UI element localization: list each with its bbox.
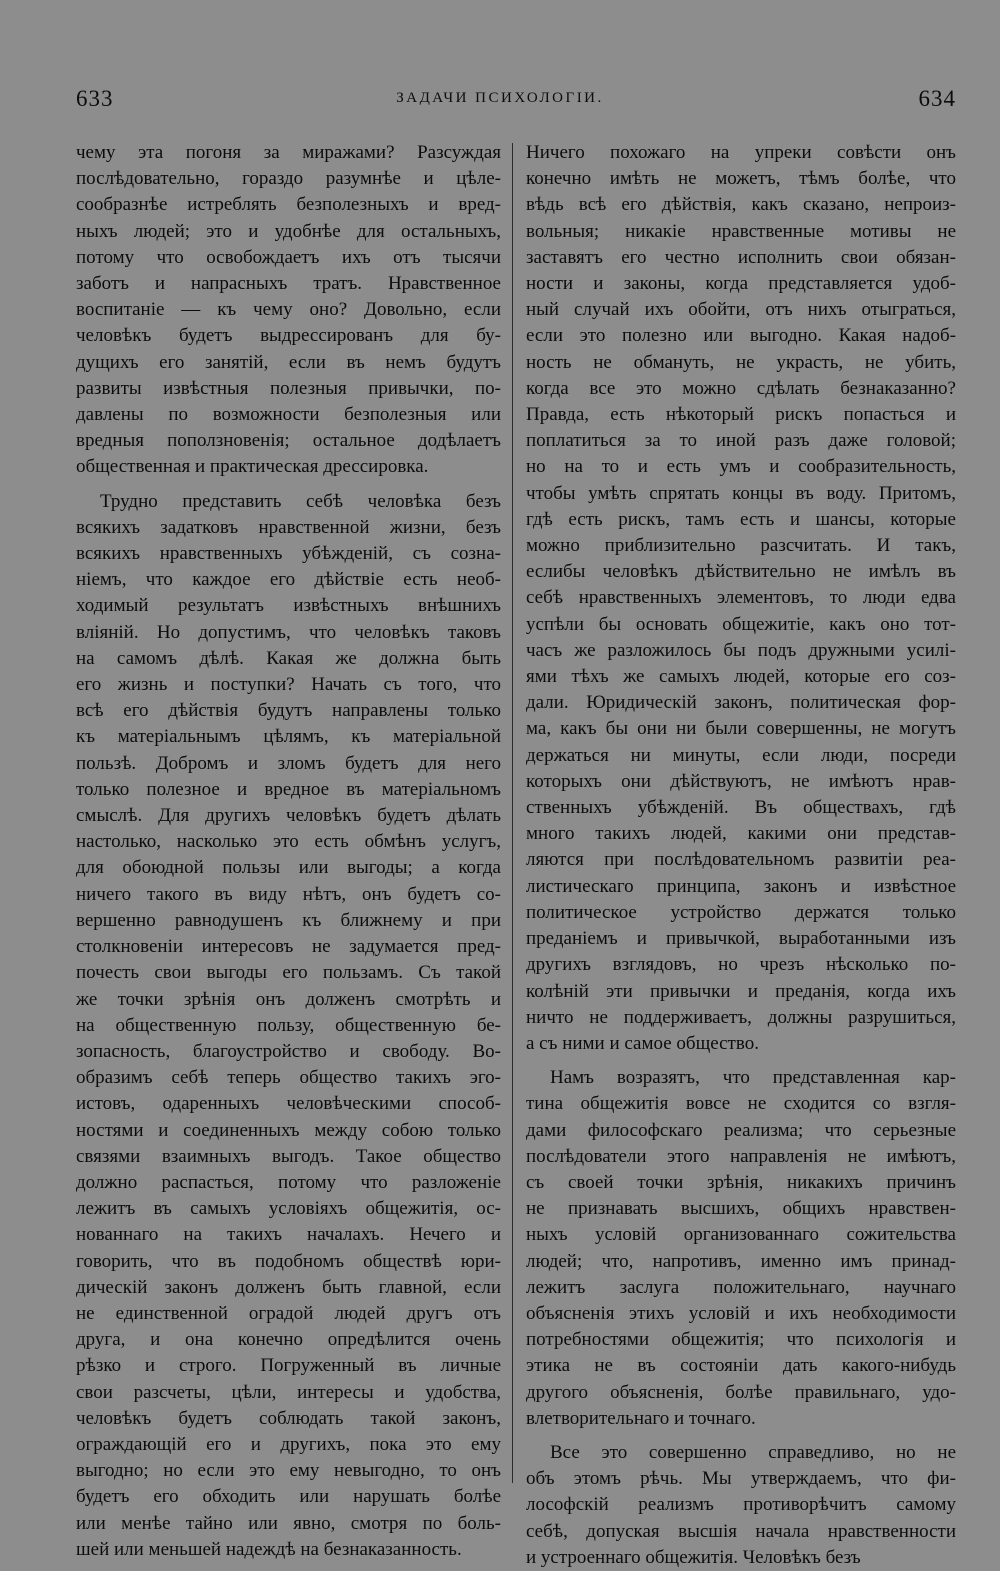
text-line: ственныхъ убѣжденій. Въ обществахъ, гдѣ — [526, 797, 956, 819]
text-line: настолько, насколько это есть обмѣнъ услугъ, — [76, 831, 501, 853]
text-line: ностями и соединенныхъ между собою только — [76, 1119, 501, 1141]
text-line: смыслѣ. Для другихъ человѣкъ будетъ дѣлать — [76, 805, 501, 827]
text-line: ма, какъ бы они ни были совершенны, не могутъ — [526, 718, 956, 740]
text-line: ями тѣхъ же самыхъ людей, которые его соз- — [526, 666, 956, 688]
column-divider — [512, 143, 513, 1483]
text-line: на общественную пользу, общественную бе- — [76, 1014, 501, 1036]
text-line: людей; что, напротивъ, именно имъ принад- — [526, 1250, 956, 1272]
paragraph — [76, 140, 501, 481]
text-line: почесть свои выгоды его пользамъ. Съ такой — [76, 962, 501, 984]
text-line: всякихъ нравственныхъ убѣжденій, съ созна- — [76, 543, 501, 565]
text-line: для обоюдной пользы или выгоды; а когда — [76, 857, 501, 879]
text-line: только полезное и вредное въ матеріальномъ — [76, 778, 501, 800]
text-line: развиты извѣстныя полезныя привычки, по- — [76, 377, 501, 399]
text-line: ный случай ихъ обойти, отъ нихъ отыграться, — [526, 299, 956, 321]
text-line: истовъ, одаренныхъ человѣческими способ- — [76, 1093, 501, 1115]
text-line: ность не обмануть, не украсть, не убить, — [526, 351, 956, 373]
text-line: преданіемъ и привычкой, выработанными изъ — [526, 928, 956, 950]
text-line: объ этомъ рѣчь. Мы утверждаемъ, что фи- — [526, 1468, 956, 1490]
text-line: общественная и практическая дрессировка. — [76, 456, 429, 478]
text-line: послѣдовательно, гораздо разумнѣе и цѣле- — [76, 168, 501, 190]
paragraph — [526, 140, 956, 1057]
text-line: когда все это можно сдѣлать безнаказанно? — [526, 377, 956, 399]
text-line: ограждающій его и другихъ, пока это ему — [76, 1433, 501, 1455]
text-line: поплатиться за то иной разъ даже головой; — [526, 430, 956, 452]
text-line: Ничего похожаго на упреки совѣсти онъ — [526, 142, 956, 163]
text-line: много такихъ людей, какими они представ- — [526, 823, 956, 845]
text-line: тина общежитія вовсе не сходится со взгля- — [526, 1093, 956, 1115]
text-line: которыхъ они дѣйствуютъ, не имѣютъ нрав- — [526, 770, 956, 792]
text-line: ности и законы, когда представляется удоб- — [526, 273, 956, 295]
text-line: можно приблизительно разсчитать. И такъ, — [526, 535, 956, 557]
text-line: къ матеріальнымъ цѣлямъ, къ матеріальной — [76, 726, 501, 748]
text-line: дали. Юридическій законъ, политическая фор- — [526, 692, 956, 714]
text-line: вѣдь всѣ его дѣйствія, какъ сказано, непроиз- — [526, 194, 956, 216]
text-line: ныхъ людей; это и удобнѣе для остальныхъ, — [76, 220, 501, 242]
page-number-right: 634 — [918, 86, 956, 111]
text-line: ничего такого въ виду нѣтъ, онъ будетъ со- — [76, 883, 501, 905]
text-line: нованнаго на такихъ началахъ. Нечего и — [76, 1224, 501, 1246]
text-line: а съ ними и самое общество. — [526, 1032, 759, 1054]
text-line: лежитъ заслуга положительнаго, научнаго — [526, 1276, 956, 1298]
text-line: выгодно; но если это ему невыгодно, то онъ — [76, 1460, 501, 1482]
text-line: съ своей точки зрѣнія, никакихъ причинъ — [526, 1171, 956, 1193]
text-line: политическое устройство держатся только — [526, 901, 956, 923]
text-line: влетворительнаго и точнаго. — [526, 1407, 756, 1429]
text-line: же точки зрѣнія онъ долженъ смотрѣть и — [76, 988, 501, 1010]
paragraph-gap — [526, 1057, 956, 1065]
text-line: потребностями общежитія; что психологія и — [526, 1329, 956, 1351]
text-line: лософскій реализмъ противорѣчитъ самому — [526, 1494, 956, 1516]
text-line: образимъ себѣ теперь общество такихъ эго- — [76, 1067, 501, 1089]
text-line: заставятъ его честно исполнить свои обязан- — [526, 246, 956, 268]
text-line: человѣкъ будетъ выдрессированъ для бу- — [76, 325, 501, 347]
text-line: вредныя поползновенія; остальное додѣлаетъ — [76, 430, 501, 452]
text-line: не признавать высшихъ, общихъ нравствен- — [526, 1198, 956, 1220]
text-line: должно распасться, потому что разложеніе — [76, 1171, 501, 1193]
text-line: Все это совершенно справедливо, но не — [550, 1441, 956, 1463]
text-line: еслибы человѣкъ дѣйствительно не имѣлъ въ — [526, 561, 956, 583]
text-line: себѣ нравственныхъ элементовъ, то люди едва — [526, 587, 956, 609]
text-line: другихъ взглядовъ, но чрезъ нѣсколько по- — [526, 954, 956, 976]
text-line: успѣли бы основать общежитіе, какъ оно тот- — [526, 613, 956, 635]
text-line: послѣдователи этого направленія не имѣютъ, — [526, 1145, 956, 1167]
left-column — [76, 140, 501, 1563]
text-line: гдѣ есть рискъ, тамъ есть и шансы, которые — [526, 508, 956, 530]
text-line: всѣ его дѣйствія будутъ направлены только — [76, 700, 501, 722]
text-line: этика не въ состояніи дать какого-нибудь — [526, 1355, 956, 1377]
text-line: давлены по возможности безполезныя или — [76, 404, 501, 426]
text-line: часъ же разложилось бы подъ дружными усилі- — [526, 639, 956, 661]
text-line: его жизнь и поступки? Начать съ того, что — [76, 674, 501, 696]
text-line: дущихъ его занятій, если въ немъ будутъ — [76, 351, 501, 373]
text-line: ничто не поддерживаетъ, должны разрушиться, — [526, 1006, 956, 1028]
text-line: столкновеніи интересовъ не задумается пред- — [76, 936, 501, 958]
text-line: рѣзко и строго. Погруженный въ личные — [76, 1355, 501, 1377]
text-line: если это полезно или выгодно. Какая надоб- — [526, 325, 956, 347]
text-line: вольныя; никакіе нравственные мотивы не — [526, 220, 956, 242]
text-line: лежитъ въ самыхъ условіяхъ общежитія, ос- — [76, 1198, 501, 1220]
paragraph — [76, 489, 501, 1563]
page-header — [0, 86, 1000, 116]
text-line: друга, и она конечно опредѣлится очень — [76, 1329, 501, 1351]
paragraph-gap — [526, 1432, 956, 1440]
text-line: ніемъ, что каждое его дѣйствіе есть необ- — [76, 569, 501, 591]
text-line: ходимый результатъ извѣстныхъ внѣшнихъ — [76, 595, 501, 617]
text-line: чему эта погоня за миражами? Разсуждая — [76, 142, 501, 163]
text-line: дами философскаго реализма; что серьезные — [526, 1119, 956, 1141]
text-line: потому что освобождаетъ ихъ отъ тысячи — [76, 246, 501, 268]
text-line: и устроеннаго общежитія. Человѣкъ безъ — [526, 1546, 861, 1568]
paragraph-gap — [76, 481, 501, 489]
text-line: ляются при послѣдовательномъ развитіи реа- — [526, 849, 956, 871]
text-line: дическій законъ долженъ быть главной, если — [76, 1276, 501, 1298]
text-line: чтобы умѣть спрятать концы въ воду. Притомъ, — [526, 482, 956, 504]
text-line: колѣній эти привычки и преданія, когда ихъ — [526, 980, 956, 1002]
text-line: сообразнѣе истреблять безполезныхъ и вред- — [76, 194, 501, 216]
text-line: свои разсчеты, цѣли, интересы и удобства, — [76, 1381, 501, 1403]
text-line: пользѣ. Добромъ и зломъ будетъ для него — [76, 752, 501, 774]
text-line: ныхъ условій организованнаго сожительства — [526, 1224, 956, 1246]
text-line: не единственной оградой людей другъ отъ — [76, 1302, 501, 1324]
text-line: или менѣе тайно или явно, смотря по боль- — [76, 1512, 501, 1534]
paragraph — [526, 1440, 956, 1571]
text-line: листическаго принципа, законъ и извѣстное — [526, 875, 956, 897]
text-line: всякихъ задатковъ нравственной жизни, безъ — [76, 516, 501, 538]
text-line: другого объясненія, болѣе правильнаго, удо- — [526, 1381, 956, 1403]
text-line: себѣ, допуская высшія начала нравственности — [526, 1520, 956, 1542]
text-line: воспитаніе — къ чему оно? Довольно, если — [76, 299, 501, 321]
page-number-left: 633 — [76, 86, 114, 111]
text-line: Трудно представить себѣ человѣка безъ — [100, 490, 501, 512]
text-line: человѣкъ будетъ соблюдать такой законъ, — [76, 1407, 501, 1429]
text-line: объясненія этихъ условій и ихъ необходимости — [526, 1302, 956, 1324]
text-line: заботъ и напрасныхъ тратъ. Нравственное — [76, 273, 501, 295]
text-line: на самомъ дѣлѣ. Какая же должна быть — [76, 647, 501, 669]
text-line: шей или меньшей надеждѣ на безнаказанность. — [76, 1538, 462, 1560]
text-line: будетъ его обходить или нарушать болѣе — [76, 1486, 501, 1508]
text-line: зопасность, благоустройство и свободу. Во- — [76, 1040, 501, 1062]
text-line: конечно имѣть не можетъ, тѣмъ болѣе, что — [526, 168, 956, 190]
text-line: вершенно равнодушенъ къ ближнему и при — [76, 909, 501, 931]
text-line: держаться ни минуты, если люди, посреди — [526, 744, 956, 766]
text-line: вліяній. Но допустимъ, что человѣкъ таковъ — [76, 621, 501, 643]
text-line: Намъ возразятъ, что представленная кар- — [550, 1067, 956, 1089]
paragraph — [526, 1065, 956, 1432]
running-title: ЗАДАЧИ ПСИХОЛОГІИ. — [396, 90, 604, 106]
text-line: Правда, есть нѣкоторый рискъ попасться и — [526, 404, 956, 426]
text-line: говорить, что въ подобномъ обществѣ юри- — [76, 1250, 501, 1272]
right-column — [526, 140, 956, 1571]
text-line: связями взаимныхъ выгодъ. Такое общество — [76, 1145, 501, 1167]
text-line: но на то и есть умъ и сообразительность, — [526, 456, 956, 478]
